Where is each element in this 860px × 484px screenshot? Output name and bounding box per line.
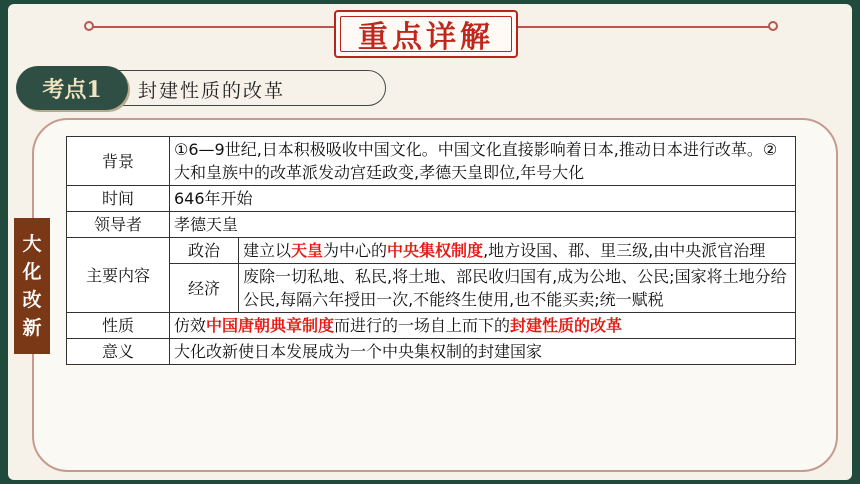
table-row-nature — [67, 313, 796, 339]
section-label: 封建性质的改革 — [138, 80, 286, 102]
text-segment: 而进行的一场自上而下的 — [334, 316, 511, 335]
title-deco-dot-right — [768, 21, 778, 31]
section-badge — [16, 66, 128, 110]
text-segment: 仿效 — [174, 316, 207, 335]
title-deco-line-left — [90, 26, 334, 28]
table-row-economy — [67, 264, 796, 313]
reform-table — [66, 136, 796, 365]
section-badge-text: 考点1 — [42, 76, 102, 103]
table-row-politics — [67, 238, 796, 264]
side-tag — [14, 218, 50, 354]
side-tag-char: 改 — [22, 289, 42, 311]
row-value: 大化改新使日本发展成为一个中央集权制的封建国家 — [170, 339, 796, 365]
table-row-significance — [67, 339, 796, 365]
highlight-text: 中国唐朝典章制度 — [206, 316, 335, 335]
row-label: 性质 — [67, 313, 170, 339]
row-label: 时间 — [67, 186, 170, 212]
table-row-leader — [67, 212, 796, 238]
side-tag-char: 大 — [22, 233, 42, 255]
row-value: ①6—9世纪,日本积极吸收中国文化。中国文化直接影响着日本,推动日本进行改革。②大和皇族中的改革派发动宫廷政变,孝德天皇即位,年号大化 — [170, 137, 796, 186]
side-tag-char: 新 — [22, 317, 42, 339]
row-value: 646年开始 — [170, 186, 796, 212]
text-segment: 为中心的 — [323, 241, 388, 260]
table-row-time — [67, 186, 796, 212]
title-box — [334, 10, 518, 58]
row-label: 意义 — [67, 339, 170, 365]
text-segment: 建立以 — [243, 241, 292, 260]
row-label: 领导者 — [67, 212, 170, 238]
highlight-text: 封建性质的改革 — [510, 316, 623, 335]
row-value — [239, 238, 796, 264]
side-tag-char: 化 — [22, 261, 42, 283]
title-deco-dot-left — [84, 21, 94, 31]
page-title: 重点详解 — [358, 20, 494, 55]
row-value: 孝德天皇 — [170, 212, 796, 238]
row-value: 废除一切私地、私民,将土地、部民收归国有,成为公地、公民;国家将土地分给公民,每隔六年授田一次,不能终生使用,也不能买卖;统一赋税 — [239, 264, 796, 313]
title-deco-line-right — [518, 26, 772, 28]
row-label: 主要内容 — [67, 238, 170, 313]
table-row-background — [67, 137, 796, 186]
row-value — [170, 313, 796, 339]
text-segment: ,地方设国、郡、里三级,由中央派官治理 — [483, 241, 766, 260]
row-sublabel: 经济 — [170, 264, 239, 313]
row-sublabel: 政治 — [170, 238, 239, 264]
row-label: 背景 — [67, 137, 170, 186]
highlight-text: 天皇 — [291, 241, 324, 260]
highlight-text: 中央集权制度 — [387, 241, 484, 260]
